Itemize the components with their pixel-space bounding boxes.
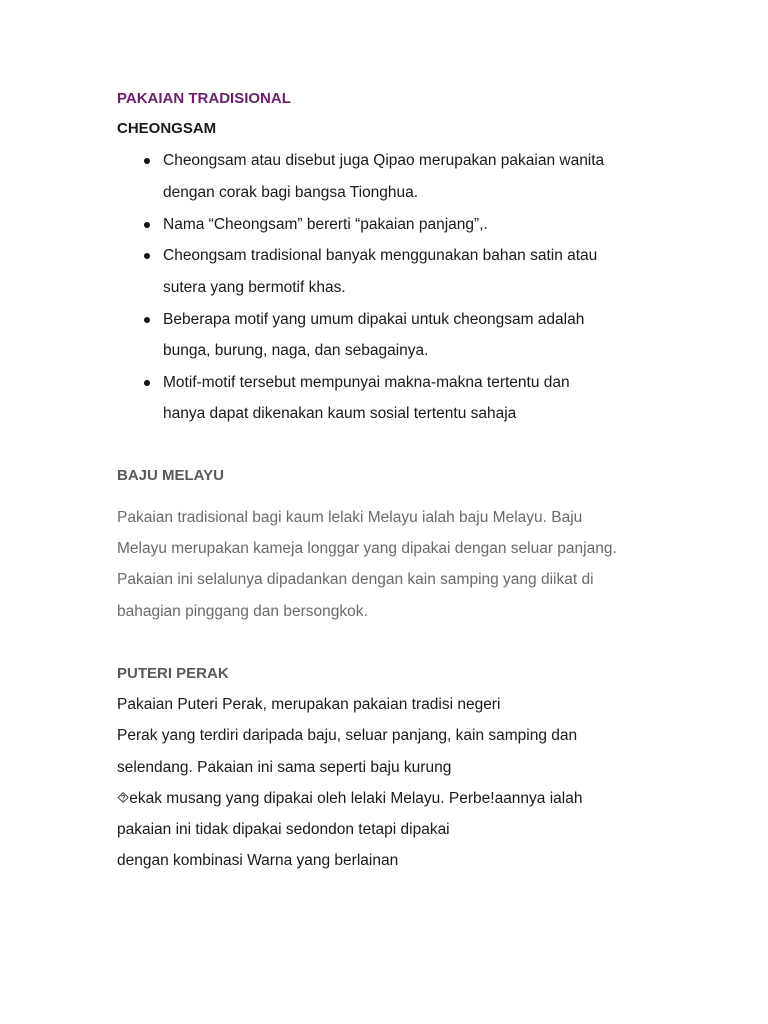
list-item: Motif-motif tersebut mempunyai makna-makna tertentu dan bbox=[163, 374, 570, 391]
list-item-continuation: bunga, burung, naga, dan sebagainya. bbox=[163, 342, 429, 359]
section-heading-cheongsam: CHEONGSAM bbox=[117, 120, 217, 137]
paragraph-line: Pakaian ini selalunya dipadankan dengan kain samping yang diikat di bbox=[117, 571, 594, 588]
list-item: Beberapa motif yang umum dipakai untuk cheongsam adalah bbox=[163, 311, 585, 328]
paragraph-line: Pakaian tradisional bagi kaum lelaki Melayu ialah baju Melayu. Baju bbox=[117, 509, 583, 526]
bullet-icon bbox=[144, 317, 150, 323]
list-item-continuation: dengan corak bagi bangsa Tionghua. bbox=[163, 184, 419, 201]
document-title: PAKAIAN TRADISIONAL bbox=[117, 90, 291, 107]
section-heading-puteri-perak: PUTERI PERAK bbox=[117, 665, 229, 682]
bullet-icon bbox=[144, 253, 150, 259]
list-item-continuation: hanya dapat dikenakan kaum sosial tertentu sahaja bbox=[163, 405, 517, 422]
section-heading-baju-melayu: BAJU MELAYU bbox=[117, 467, 224, 484]
paragraph-line: bahagian pinggang dan bersongkok. bbox=[117, 603, 368, 620]
list-item-continuation: sutera yang bermotif khas. bbox=[163, 279, 346, 296]
bullet-icon bbox=[144, 222, 150, 228]
list-item: Nama “Cheongsam” bererti “pakaian panjang”,. bbox=[163, 216, 488, 233]
paragraph-line: selendang. Pakaian ini sama seperti baju kurung bbox=[117, 759, 452, 776]
paragraph-line: dengan kombinasi Warna yang berlainan bbox=[117, 852, 399, 869]
paragraph-line: ⯑ekak musang yang dipakai oleh lelaki Melayu. Perbe!aannya ialah bbox=[117, 790, 583, 807]
paragraph-line: Melayu merupakan kameja longgar yang dipakai dengan seluar panjang. bbox=[117, 540, 617, 557]
list-item: Cheongsam atau disebut juga Qipao merupakan pakaian wanita bbox=[163, 152, 605, 169]
bullet-icon bbox=[144, 158, 150, 164]
paragraph-line: Perak yang terdiri daripada baju, seluar panjang, kain samping dan bbox=[117, 727, 578, 744]
paragraph-line: Pakaian Puteri Perak, merupakan pakaian tradisi negeri bbox=[117, 696, 501, 713]
paragraph-line: pakaian ini tidak dipakai sedondon tetapi dipakai bbox=[117, 821, 450, 838]
bullet-icon bbox=[144, 380, 150, 386]
list-item: Cheongsam tradisional banyak menggunakan bahan satin atau bbox=[163, 247, 598, 264]
